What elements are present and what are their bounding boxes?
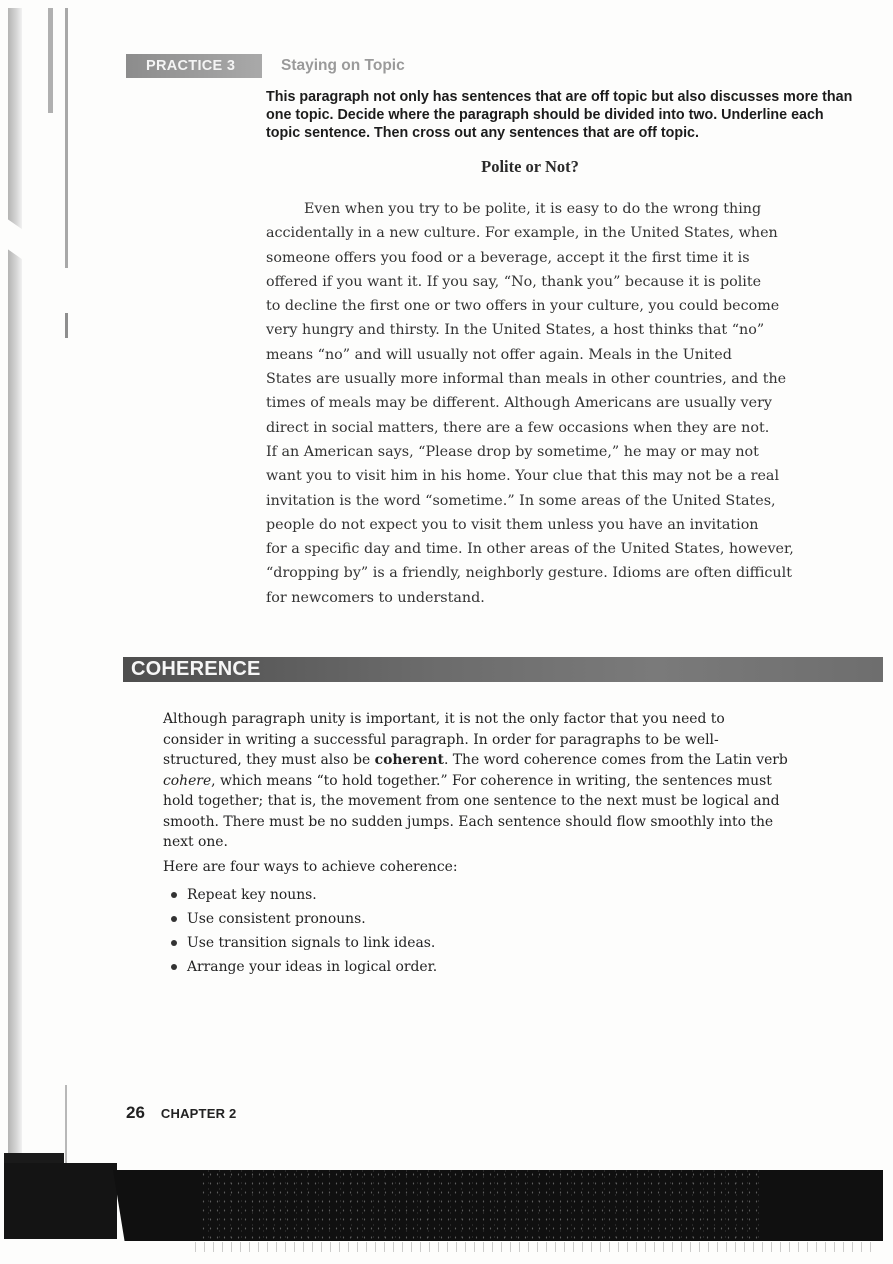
passage-line: someone offers you food or a beverage, accept it the first time it is: [266, 249, 750, 266]
passage-paragraph: [266, 197, 806, 610]
coherence-line: hold together; that is, the movement from one sentence to the next must be logical and: [163, 793, 780, 809]
scan-edge-shadow: [8, 8, 22, 1158]
coherence-text: . The word coherence comes from the Latin verb: [443, 752, 788, 768]
ways-list: [171, 883, 437, 979]
scan-artifact-ticks: [195, 1242, 875, 1252]
section-heading: COHERENCE: [131, 658, 261, 680]
scan-artifact-line: [65, 1085, 67, 1165]
page-number: 26: [126, 1103, 145, 1122]
ways-intro: Here are four ways to achieve coherence:: [163, 859, 458, 875]
bullet-icon: [171, 916, 177, 922]
list-item-text: Use transition signals to link ideas.: [187, 935, 436, 951]
coherence-line: [163, 771, 823, 792]
practice-instructions: This paragraph not only has sentences that are off topic but also discusses more than one topic. Decide where the paragraph should be divided into two. Underline each topic sentence. Then cross out any sentences that are off topic.: [266, 89, 853, 141]
scan-artifact-line: [48, 8, 53, 113]
key-term-coherent: coherent: [374, 752, 444, 768]
scan-noise: [200, 1170, 760, 1240]
page-footer: [126, 1103, 236, 1123]
passage-line: Even when you try to be polite, it is easy to do the wrong thing: [304, 201, 762, 217]
passage-line: If an American says, “Please drop by sometime,” he may or may not: [266, 443, 759, 460]
list-item: [171, 907, 437, 931]
list-item: [171, 955, 437, 979]
coherence-line: Although paragraph unity is important, it is not the only factor that you need to: [163, 711, 725, 727]
list-item-text: Use consistent pronouns.: [187, 911, 366, 927]
coherence-line: consider in writing a successful paragraph. In order for paragraphs to be well-: [163, 731, 719, 748]
passage-line: offered if you want it. If you say, “No, thank you” because it is polite: [266, 273, 762, 290]
passage-line: States are usually more informal than meals in other countries, and the: [266, 371, 787, 388]
list-item-text: Repeat key nouns.: [187, 887, 317, 903]
coherence-text: , which means “to hold together.” For coherence in writing, the sentences must: [211, 772, 772, 789]
passage-line: to decline the first one or two offers in your culture, you could become: [266, 298, 780, 315]
bullet-icon: [171, 940, 177, 946]
passage-line: want you to visit him in his home. Your clue that this may not be a real: [266, 468, 780, 485]
passage-line: very hungry and thirsty. In the United States, a host thinks that “no”: [266, 322, 765, 339]
coherence-paragraph: [163, 709, 823, 853]
section-heading-bar: [123, 657, 883, 682]
passage-line: for newcomers to understand.: [266, 589, 485, 606]
chapter-label: CHAPTER 2: [160, 1106, 237, 1121]
passage-line: times of meals may be different. Although Americans are usually very: [266, 395, 772, 412]
latin-term-cohere: cohere: [163, 772, 212, 789]
practice-title: Staying on Topic: [281, 57, 405, 74]
list-item: [171, 931, 437, 955]
passage-line: “dropping by” is a friendly, neighborly gesture. Idioms are often difficult: [266, 565, 792, 582]
passage-line: accidentally in a new culture. For example, in the United States, when: [266, 225, 778, 242]
practice-badge: PRACTICE 3: [126, 54, 262, 78]
scan-artifact-line: [65, 8, 68, 268]
bullet-icon: [171, 964, 177, 970]
list-item: [171, 883, 437, 907]
bullet-icon: [171, 892, 177, 898]
passage-line: for a specific day and time. In other areas of the United States, however,: [266, 541, 794, 558]
passage-line: people do not expect you to visit them unless you have an invitation: [266, 516, 759, 533]
list-item-text: Arrange your ideas in logical order.: [187, 959, 438, 975]
passage-line: invitation is the word “sometime.” In some areas of the United States,: [266, 492, 776, 509]
scan-artifact-block: [4, 1163, 117, 1239]
coherence-line: [163, 750, 823, 771]
coherence-line: smooth. There must be no sudden jumps. Each sentence should flow smoothly into the: [163, 813, 774, 830]
practice-header: [126, 54, 405, 78]
coherence-line: next one.: [163, 834, 228, 850]
passage-line: means “no” and will usually not offer again. Meals in the United: [266, 346, 732, 363]
passage-title: Polite or Not?: [481, 157, 579, 176]
coherence-text: structured, they must also be: [163, 752, 375, 768]
passage-line: direct in social matters, there are a few occasions when they are not.: [266, 419, 770, 436]
scan-artifact-line: [65, 313, 68, 338]
